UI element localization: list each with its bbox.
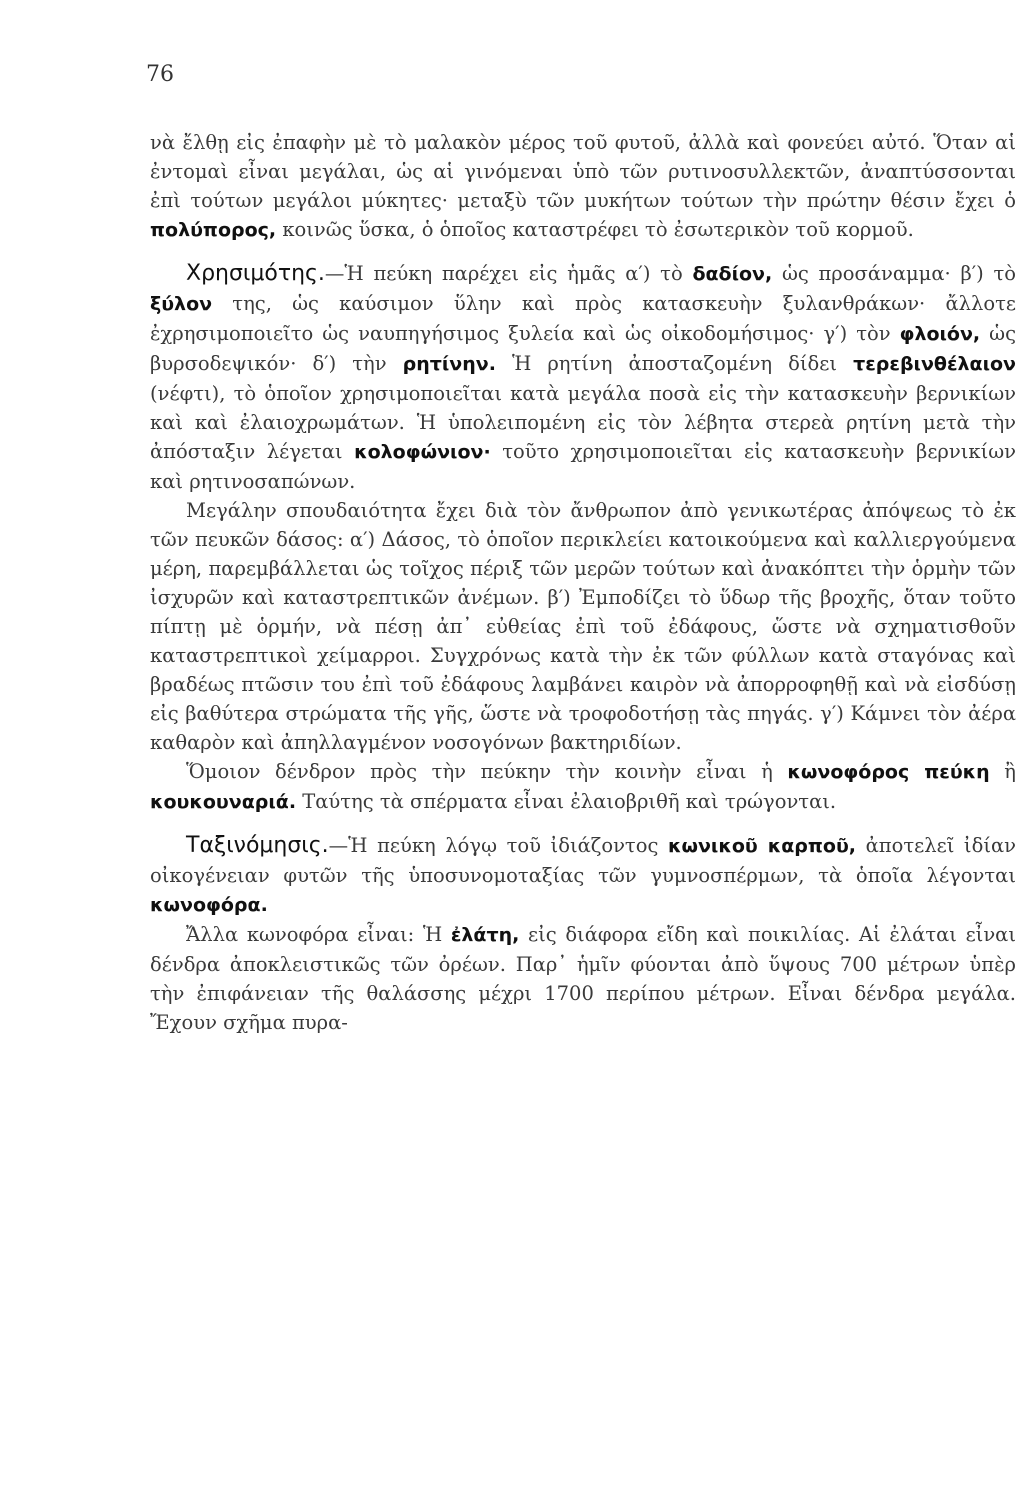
heading-classification: Ταξινόμησις. [186,833,329,858]
term-elati: ἐλάτη, [450,924,520,946]
text-run: ἢ [989,760,1016,783]
page-number: 76 [146,62,174,87]
paragraph-fir [150,920,1016,1037]
text-run: της, ὡς καύσιμον ὕλην καὶ πρὸς κατασκευὴν ξυλανθράκων· ἄλλοτε ἐχρησιμοποιεῖτο ὡς ναυπηγήσιμος ξυλεία καὶ ὡς οἰκοδομήσιμος· γ′) τὸν [150,292,1016,345]
text-run: κοινῶς ὕσκα, ὁ ὁποῖος καταστρέφει τὸ ἐσωτερικὸν τοῦ κορμοῦ. [276,218,914,241]
text-run: Ταύτης τὰ σπέρματα εἶναι ἐλαιοβριθῆ καὶ τρώγονται. [296,790,837,813]
term-polyporos: πολύπορος, [150,219,277,241]
term-xylon: ξύλον [150,293,213,315]
text-run: Ἄλλα κωνοφόρα εἶναι: Ἡ [186,923,451,946]
term-konofori-pefki: κωνοφόρος πεύκη [787,761,990,783]
term-konikou-karpou: κωνικοῦ καρποῦ, [667,835,857,857]
term-kolofonion: κολοφώνιον· [354,441,491,463]
page-text [150,128,1016,1037]
text-run: (νέφτι), τὸ ὁποῖον χρησιμοποιεῖται κατὰ μεγάλα ποσὰ εἰς τὴν κατασκευὴν βερνικίων καὶ καὶ ἐλαιοχρωμάτων. Ἡ ὑπολειπομένη εἰς τὸν λέβητα στερεὰ ρητίνη μετὰ τὴν ἀπόσταξιν λέγεται [150,382,1016,463]
text-run: —Ἡ πεύκη λόγῳ τοῦ ἰδιάζοντος [328,834,668,857]
paragraph-stone-pine [150,757,1016,817]
text-run: —Ἡ πεύκη παρέχει εἰς ἡμᾶς α′) τὸ [324,262,693,285]
text-run: ἀποτελεῖ ἰδίαν οἰκογένειαν φυτῶν τῆς ὑποσυνομοταξίας τῶν γυμνοσπέρμων, τὰ ὁποῖα λέγονται [150,834,1016,887]
text-run: τοῦτο χρησιμοποιεῖται εἰς κατασκευὴν βερνικίων καὶ ρητινοσαπώνων. [150,440,1016,493]
term-konofora: κωνοφόρα. [150,894,268,916]
term-koukounaria: κουκουναριά. [150,791,297,813]
paragraph-classification [150,831,1016,920]
text-run: Ὅμοιον δένδρον πρὸς τὴν πεύκην τὴν κοινὴν εἶναι ἡ [186,760,788,783]
term-terebinthelaion: τερεβινθέλαιον [853,353,1016,375]
text-run: νὰ ἔλθῃ εἰς ἐπαφὴν μὲ τὸ μαλακὸν μέρος τοῦ φυτοῦ, ἀλλὰ καὶ φονεύει αὐτό. Ὅταν αἱ ἐντομαὶ εἶναι μεγάλαι, ὡς αἱ γινόμεναι ὑπὸ τῶν ρυτινοσυλλεκτῶν, ἀναπτύσσονται ἐπὶ τούτων μεγάλοι μύκητες· μεταξὺ τῶν μυκήτων τούτων τὴν πρώτην θέσιν ἔχει ὁ [150,131,1016,212]
heading-usefulness: Χρησιμότης. [186,261,325,286]
term-ritini: ρητίνην. [402,353,496,375]
term-dadion: δαδίον, [692,263,773,285]
text-run: Ἡ ρητίνη ἀποσταζομένη δίδει [495,352,854,375]
text-run: ὡς προσάναμμα· β′) τὸ [772,262,1017,285]
text-run: εἰς διάφορα εἴδη καὶ ποικιλίας. Αἱ ἐλάται εἶναι δένδρα ἀποκλειστικῶς τῶν ὀρέων. Παρ᾿ ἡμῖν φύονται ἀπὸ ὕψους 700 μέτρων ὑπὲρ τὴν ἐπιφάνειαν τῆς θαλάσσης μέχρι 1700 περίπου μέτρων. Εἶναι δένδρα μεγάλα. Ἔχουν σχῆμα πυρα- [150,923,1016,1034]
paragraph-forest-importance: Μεγάλην σπουδαιότητα ἔχει διὰ τὸν ἄνθρωπον ἀπὸ γενικωτέρας ἀπόψεως τὸ ἐκ τῶν πευκῶν δάσος: α′) Δάσος, τὸ ὁποῖον περικλείει κατοικούμενα καὶ καλλιεργούμενα μέρη, παρεμβάλλεται ὡς τοῖχος πέριξ τῶν μερῶν τούτων καὶ ἀνακόπτει τὴν ὁρμὴν τῶν ἰσχυρῶν καὶ καταστρεπτικῶν ἀνέμων. β′) Ἐμποδίζει τὸ ὕδωρ τῆς βροχῆς, ὅταν τοῦτο πίπτῃ μὲ ὁρμήν, νὰ πέσῃ ἀπ᾿ εὐθείας ἐπὶ τοῦ ἐδάφους, ὥστε νὰ σχηματισθοῦν καταστρεπτικοὶ χείμαρροι. Συγχρόνως κατὰ τὴν ἐκ τῶν φύλλων κατὰ σταγόνας καὶ βραδέως πτῶσιν του ἐπὶ τοῦ ἐδάφους λαμβάνει καιρὸν νὰ ἀπορροφηθῇ καὶ νὰ εἰσδύσῃ εἰς βαθύτερα στρώματα τῆς γῆς, ὥστε νὰ τροφοδοτήσῃ τὰς πηγάς. γ′) Κάμνει τὸν ἀέρα καθαρὸν καὶ ἀπηλλαγμένον νοσογόνων βακτηριδίων. [150,499,1016,754]
term-floios: φλοιόν, [899,323,981,345]
paragraph-usefulness [150,259,1016,496]
text-run: ὡς βυρσοδεψικόν· δ′) τὴν [150,322,1016,375]
paragraph-fungi [150,128,1016,245]
